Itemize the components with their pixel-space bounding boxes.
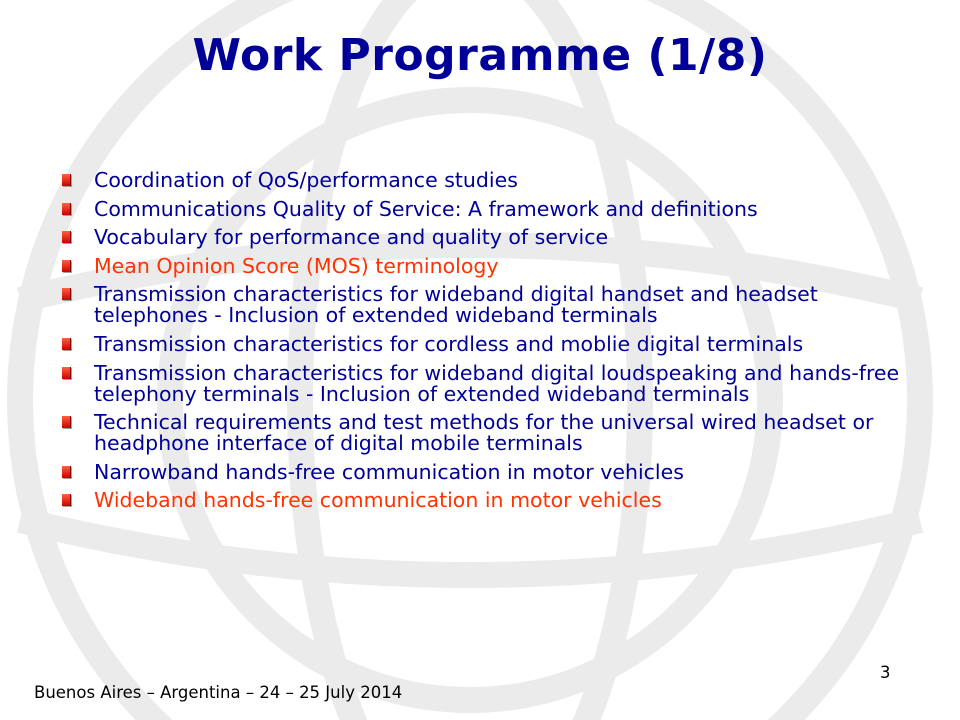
bullet-item <box>62 331 922 356</box>
bullet-marker-icon <box>62 231 71 243</box>
bullet-text: Coordination of QoS/performance studies <box>94 168 518 192</box>
bullet-item <box>62 196 922 221</box>
bullet-item <box>62 360 922 406</box>
bullet-marker-icon <box>62 466 71 478</box>
bullet-text: Communications Quality of Service: A framework and definitions <box>94 196 758 221</box>
slide-title: Work Programme (1/8) <box>192 30 768 81</box>
bullet-item <box>62 412 922 454</box>
bullet-marker-icon <box>62 494 71 506</box>
bullet-text: Narrowband hands-free communication in motor vehicles <box>94 459 684 484</box>
bullet-marker-icon <box>62 174 71 186</box>
bullet-text: Transmission characteristics for cordless and moblie digital terminals <box>94 331 804 356</box>
bullet-marker-icon <box>62 288 71 300</box>
bullet-list <box>62 170 922 519</box>
bullet-marker-icon <box>62 367 71 379</box>
bullet-text: Technical requirements and test methods for the universal wired headset or headphone interface of digital mobile terminals <box>94 410 874 456</box>
bullet-text: Mean Opinion Score (MOS) terminology <box>94 253 499 278</box>
bullet-text: Vocabulary for performance and quality of service <box>94 225 609 250</box>
footer-text: Buenos Aires – Argentina – 24 – 25 July 2014 <box>34 683 403 702</box>
bullet-text: Transmission characteristics for wideband digital handset and headset telephones - Inclusion of extended wideband terminals <box>94 282 818 328</box>
bullet-marker-icon <box>62 260 71 272</box>
bullet-item <box>62 490 922 511</box>
bullet-item <box>62 227 922 248</box>
bullet-text: Wideband hands-free communication in motor vehicles <box>94 488 662 513</box>
page-number: 3 <box>880 663 891 682</box>
bullet-item <box>62 170 922 191</box>
bullet-item <box>62 253 922 278</box>
bullet-item <box>62 284 922 326</box>
bullet-text: Transmission characteristics for wideband digital loudspeaking and hands-free telephony terminals - Inclusion of extended wideband terminals <box>94 360 900 406</box>
bullet-marker-icon <box>62 203 71 215</box>
bullet-marker-icon <box>62 338 71 350</box>
bullet-marker-icon <box>62 416 71 428</box>
bullet-item <box>62 459 922 484</box>
